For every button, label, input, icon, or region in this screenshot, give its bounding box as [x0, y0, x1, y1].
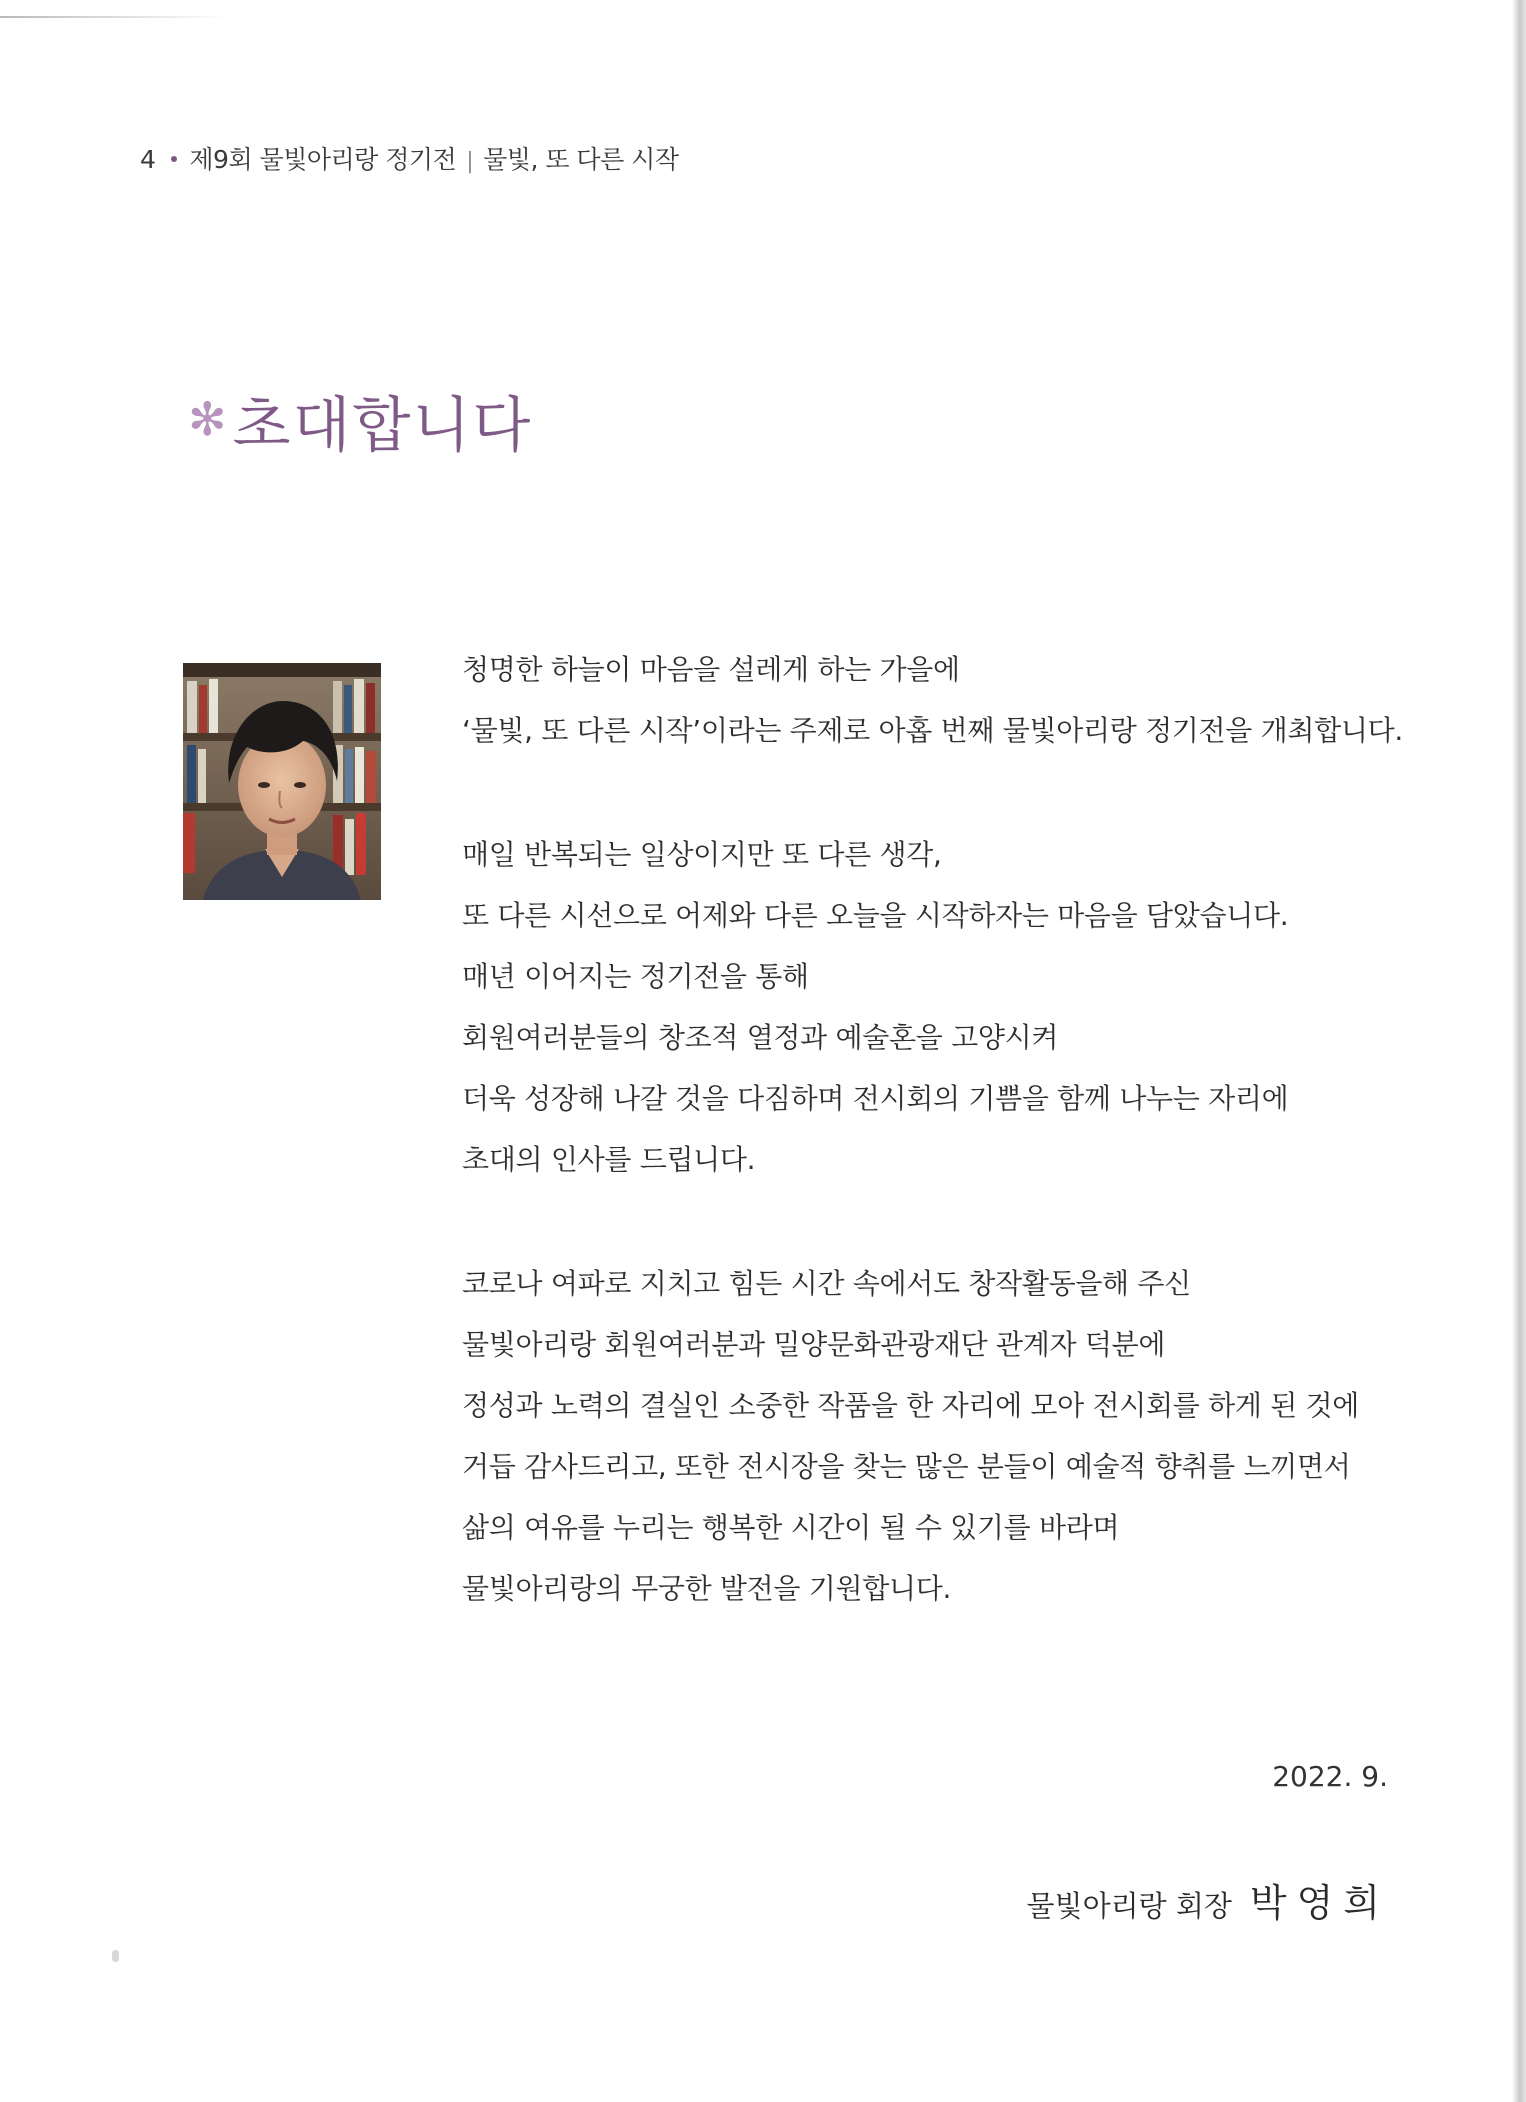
scan-top-rule: [0, 16, 230, 18]
letter-date: 2022. 9.: [1272, 1760, 1388, 1793]
scan-page-edge: [1512, 0, 1526, 2102]
invitation-body: [462, 648, 1412, 1691]
asterisk-flower-icon: ✻: [188, 392, 227, 446]
header-separator: |: [466, 149, 474, 174]
paragraph-1: [462, 648, 1412, 770]
body-line: 삶의 여유를 누리는 행복한 시간이 될 수 있기를 바라며: [462, 1511, 1120, 1544]
body-line: 청명한 하늘이 마음을 설레게 하는 가을에: [462, 653, 960, 686]
body-line: 정성과 노력의 결실인 소중한 작품을 한 자리에 모아 전시회를 하게 된 것에: [462, 1389, 1360, 1422]
body-line: 물빛아리랑 회원여러분과 밀양문화관광재단 관계자 덕분에: [462, 1328, 1166, 1361]
body-line: 매년 이어지는 정기전을 통해: [462, 960, 809, 993]
body-line: 물빛아리랑의 무궁한 발전을 기원합니다.: [462, 1572, 952, 1605]
body-line: 매일 반복되는 일상이지만 또 다른 생각,: [462, 838, 942, 871]
body-line: 초대의 인사를 드립니다.: [462, 1143, 756, 1176]
scan-speck: [112, 1950, 119, 1962]
portrait-illustration: [183, 663, 381, 900]
body-line: ‘물빛, 또 다른 시작’이라는 주제로 아홉 번째 물빛아리랑 정기전을 개최합니다.: [462, 714, 1403, 747]
bullet-dot-icon: [171, 156, 177, 162]
page-title: [188, 378, 532, 464]
body-line: 회원여러분들의 창조적 열정과 예술혼을 고양시켜: [462, 1021, 1059, 1054]
body-line: 또 다른 시선으로 어제와 다른 오늘을 시작하자는 마음을 담았습니다.: [462, 899, 1289, 932]
paragraph-3: [462, 1262, 1412, 1628]
body-line: 거듭 감사드리고, 또한 전시장을 찾는 많은 분들이 예술적 향취를 느끼면서: [462, 1450, 1351, 1483]
page-number: 4: [140, 145, 156, 174]
paragraph-2: [462, 833, 1412, 1199]
running-header: [140, 140, 678, 176]
signature: [1027, 1872, 1390, 1927]
body-line: 더욱 성장해 나갈 것을 다짐하며 전시회의 기쁨을 함께 나누는 자리에: [462, 1082, 1289, 1115]
signer-role: 물빛아리랑 회장: [1026, 1889, 1232, 1923]
exhibition-name: 제9회 물빛아리랑 정기전: [189, 145, 457, 174]
signer-name: 박영희: [1249, 1881, 1390, 1925]
president-portrait-photo: [183, 663, 381, 900]
page-title-text: 초대합니다: [232, 391, 533, 461]
exhibition-theme: 물빛, 또 다른 시작: [483, 145, 679, 174]
body-line: 코로나 여파로 지치고 힘든 시간 속에서도 창작활동을해 주신: [462, 1267, 1191, 1300]
